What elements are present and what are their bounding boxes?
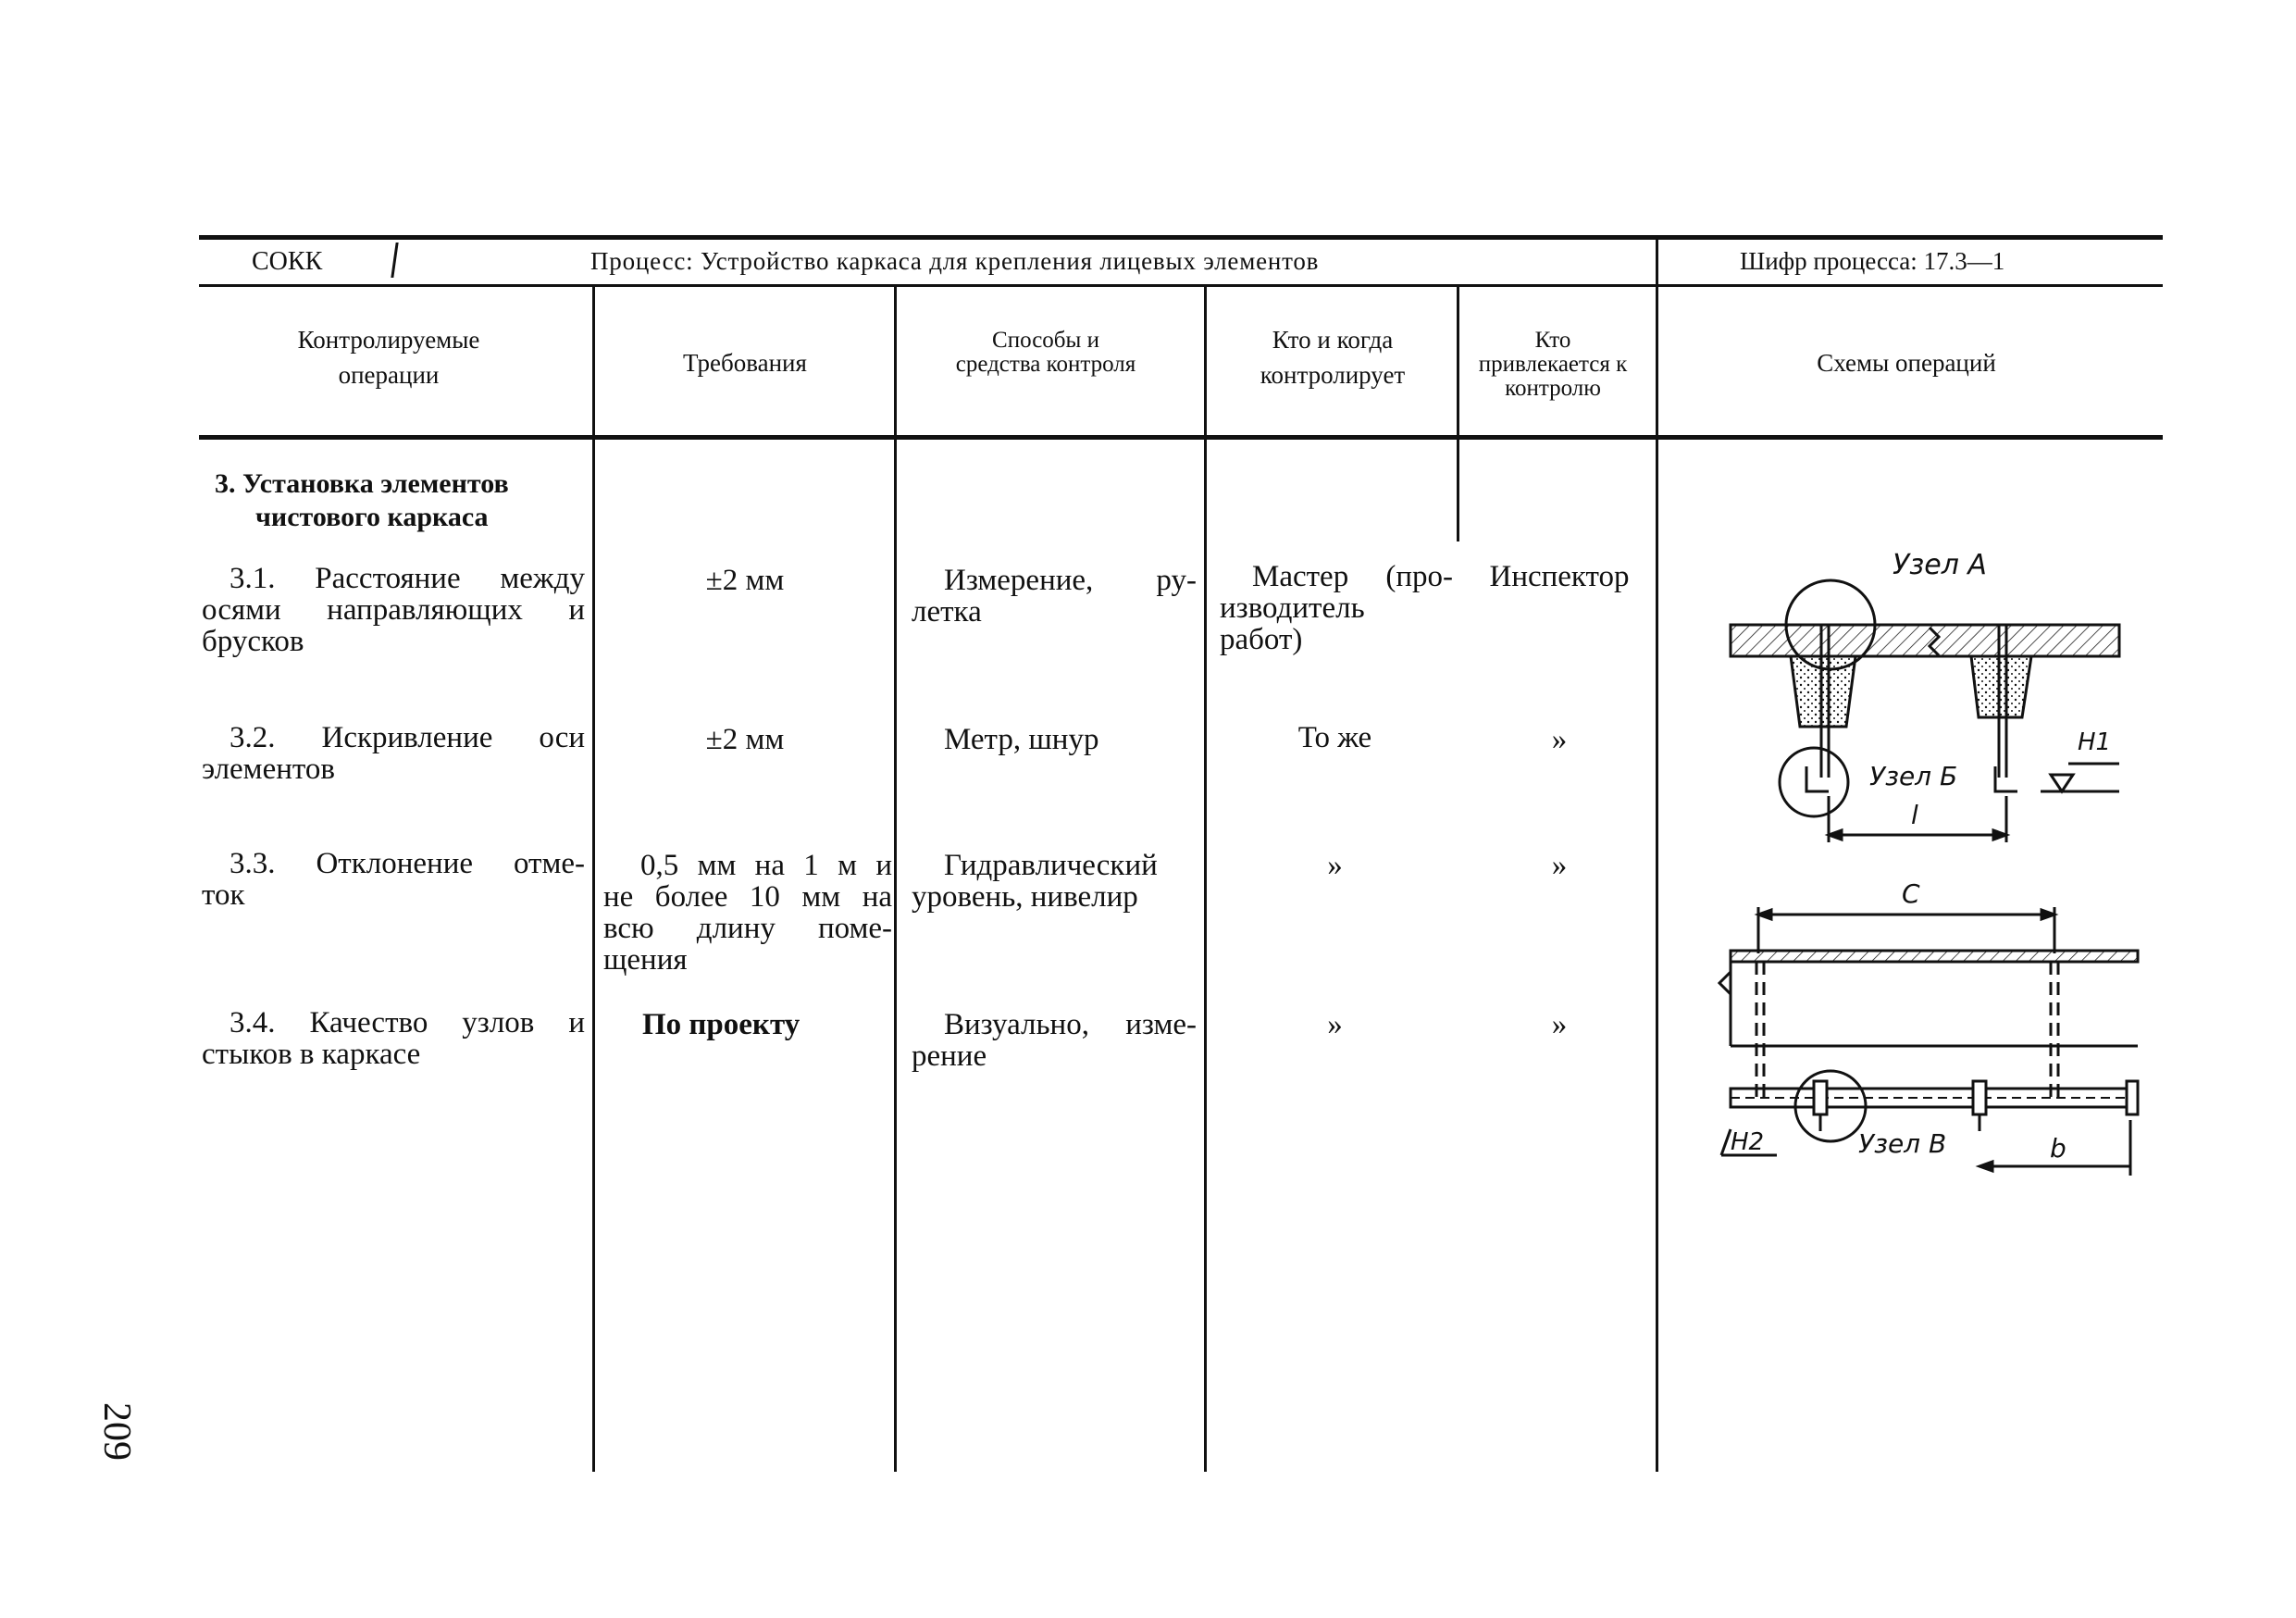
slab-section: [1731, 580, 2119, 842]
h1-label: H1: [2078, 728, 2112, 756]
process-code: Шифр процесса: 17.3—1: [1740, 247, 2005, 275]
node-b-label: Узел Б: [1869, 761, 1958, 791]
page-number: 209: [95, 1402, 138, 1461]
column-divider: [894, 287, 897, 1472]
operation-3-2: 3.2. Искривление оси элементов: [202, 721, 585, 786]
operation-schemes-drawing: [1703, 528, 2166, 1194]
col-header-schemes: Схемы операций: [1817, 349, 1996, 377]
section-title: 3. Установка элементов чистового каркаса: [215, 468, 509, 532]
b-label: b: [2050, 1133, 2066, 1164]
requirement-3-1: ±2 мм: [705, 564, 785, 597]
col-header-involved: Кто привлекается к контролю: [1478, 328, 1628, 401]
col-header-who-when: Кто и когда контролирует: [1260, 326, 1406, 389]
c-label: С: [1902, 878, 1920, 909]
method-3-4: Визуально, изме- рение: [912, 1008, 1197, 1073]
who-3-2: То же: [1297, 721, 1372, 754]
process-title: Процесс: Устройство каркаса для крепления лицевых элементов: [590, 247, 1320, 275]
method-3-2: Метр, шнур: [944, 723, 1099, 756]
h2-label: H2: [1731, 1128, 1765, 1156]
col-header-methods: Способы и средства контроля: [955, 328, 1136, 377]
col-header-operations: Контролируемые операции: [297, 326, 480, 389]
header-tick: [391, 243, 398, 278]
operation-3-4: 3.4. Качество узлов и стыков в каркасе: [202, 1006, 585, 1071]
operation-3-3: 3.3. Отклонение отме- ток: [202, 847, 585, 912]
column-divider: [1204, 287, 1207, 1472]
involved-3-3: »: [1551, 849, 1568, 882]
column-divider: [1457, 287, 1459, 435]
node-b-circle: [1780, 748, 1848, 816]
header-divider: [199, 284, 2163, 287]
node-a-label: Узел А: [1893, 549, 1987, 581]
requirement-3-3: 0,5 мм на 1 м и не более 10 мм на всю длину поме- щения: [603, 849, 892, 977]
org-label: СОКК: [252, 247, 323, 276]
node-v-label: Узел В: [1858, 1128, 1947, 1159]
involved-3-4: »: [1551, 1008, 1568, 1041]
top-rule: [199, 235, 2163, 240]
method-3-3: Гидравлический уровень, нивелир: [912, 849, 1158, 914]
column-divider: [1457, 440, 1459, 541]
method-3-1: Измерение, ру- летка: [912, 564, 1197, 629]
operation-3-1: 3.1. Расстояние между осями направляющих и брусков: [202, 562, 585, 658]
column-divider: [592, 287, 595, 1472]
requirement-3-2: ±2 мм: [705, 723, 785, 756]
column-header-rule: [199, 435, 2163, 440]
col-header-requirements: Требования: [683, 349, 807, 377]
l-label: l: [1911, 800, 1918, 830]
requirement-3-4: По проекту: [642, 1008, 800, 1041]
involved-3-1: Инспектор: [1489, 560, 1630, 593]
who-3-4: »: [1327, 1008, 1343, 1041]
who-3-3: »: [1327, 849, 1343, 882]
who-3-1: Мастер (про- изводитель работ): [1220, 560, 1453, 656]
involved-3-2: »: [1551, 723, 1568, 756]
